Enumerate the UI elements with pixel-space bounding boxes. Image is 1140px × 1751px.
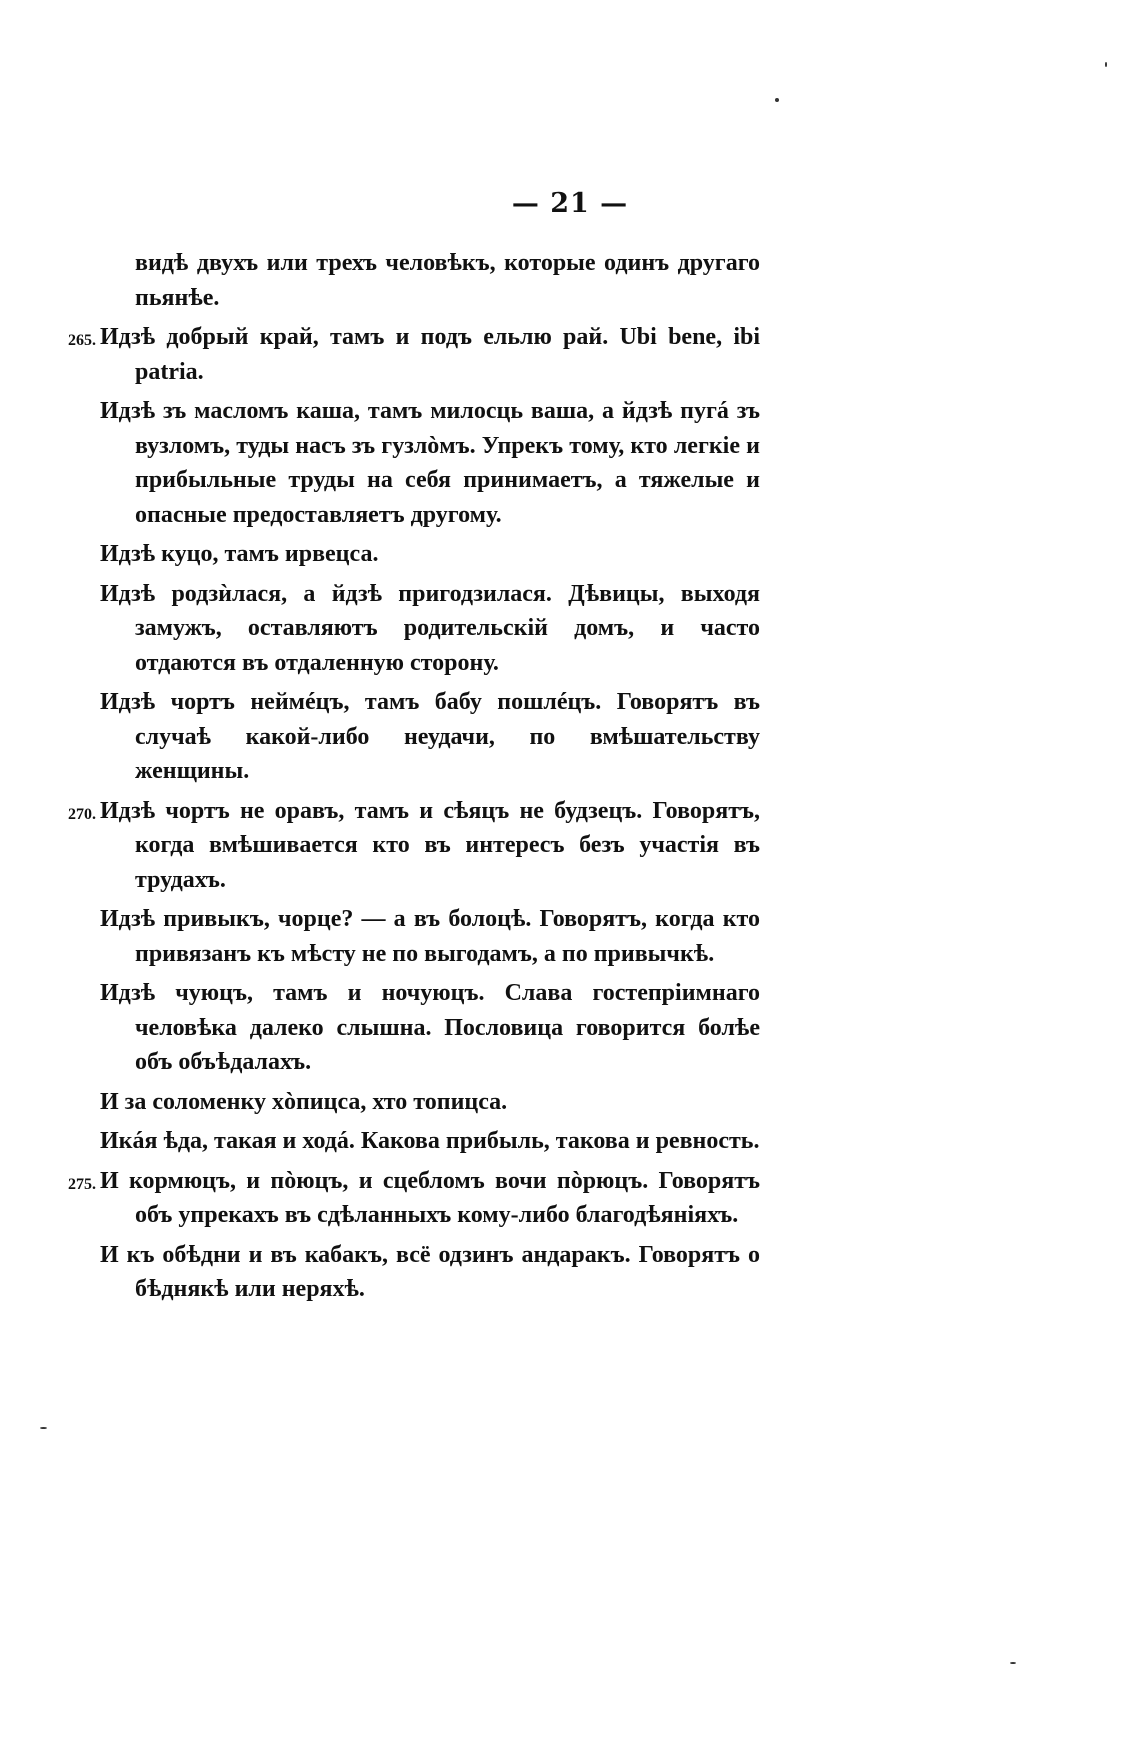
scan-speck — [1105, 62, 1107, 67]
entry-text: Идзѣ чуюцъ, тамъ и ночуюцъ. Слава гостепріимнаго человѣка далеко слышна. Пословица говорится болѣе объ объѣдалахъ. — [100, 980, 760, 1075]
entry-text: Идзѣ чортъ неймéцъ, тамъ бабу пошлéцъ. Говорятъ въ случаѣ какой-либо неудачи, по вмѣшательству женщины. — [100, 689, 760, 784]
entry — [68, 794, 760, 898]
entry — [100, 1085, 760, 1120]
entry-text: видѣ двухъ или трехъ человѣкъ, которые одинъ другаго пьянѣе. — [135, 250, 760, 311]
page-number: — 21 — — [511, 188, 629, 219]
entry — [100, 1124, 760, 1159]
entry — [100, 685, 760, 789]
proverb-number: 275. — [68, 1175, 96, 1193]
entry — [68, 320, 760, 389]
entry — [68, 1164, 760, 1233]
entry — [100, 246, 760, 315]
entry-text: И къ обѣдни и въ кабакъ, всё одзинъ андаракъ. Говорятъ о бѣднякѣ или неряхѣ. — [100, 1241, 760, 1302]
scan-speck — [40, 1427, 47, 1429]
text-body — [68, 246, 760, 1312]
scan-speck — [775, 98, 779, 102]
scan-speck — [1010, 1662, 1016, 1664]
entry-text: Идзѣ куцо, тамъ ирвецса. — [100, 541, 379, 567]
entry-text: Идзѣ добрый край, тамъ и подъ ельлю рай. Ubi bene, ibi patria. — [100, 324, 760, 385]
entry-text: Идзѣ зъ масломъ каша, тамъ милосць ваша, а йдзѣ пугá зъ вузломъ, туды насъ зъ гузлòмъ. Упрекъ тому, кто легкіе и прибыльные труды на себя принимаетъ, а тяжелые и опасные предоставляетъ другому. — [100, 398, 760, 528]
entry — [100, 537, 760, 572]
entry-text: Идзѣ родзѝлася, а йдзѣ пригодзилася. Дѣвицы, выходя замужъ, оставляютъ родительскій домъ, и часто отдаются въ отдаленную сторону. — [100, 580, 760, 676]
entry — [100, 1238, 760, 1307]
proverb-number: 270. — [68, 805, 96, 823]
entry — [100, 394, 760, 532]
entry-text: Идзѣ чортъ не оравъ, тамъ и сѣяцъ не будзецъ. Говорятъ, когда вмѣшивается кто въ интересъ безъ участія въ трудахъ. — [100, 797, 760, 893]
entry — [100, 902, 760, 971]
entry-text: Икáя ѣда, такая и ходá. Какова прибыль, такова и ревность. — [100, 1128, 760, 1154]
proverb-number: 265. — [68, 332, 96, 349]
entry-text: Идзѣ привыкъ, чорце? — а въ болоцѣ. Говорятъ, когда кто привязанъ къ мѣсту не по выгодамъ, а по привычкѣ. — [100, 906, 760, 967]
entry-text: И кормюцъ, и пòюцъ, и сцебломъ вочи пòрюцъ. Говорятъ объ упрекахъ въ сдѣланныхъ кому-либо благодѣяніяхъ. — [100, 1167, 760, 1228]
entry-text: И за соломенку хòпицса, хто топицса. — [100, 1088, 508, 1115]
entry — [100, 577, 760, 681]
entry — [100, 976, 760, 1080]
